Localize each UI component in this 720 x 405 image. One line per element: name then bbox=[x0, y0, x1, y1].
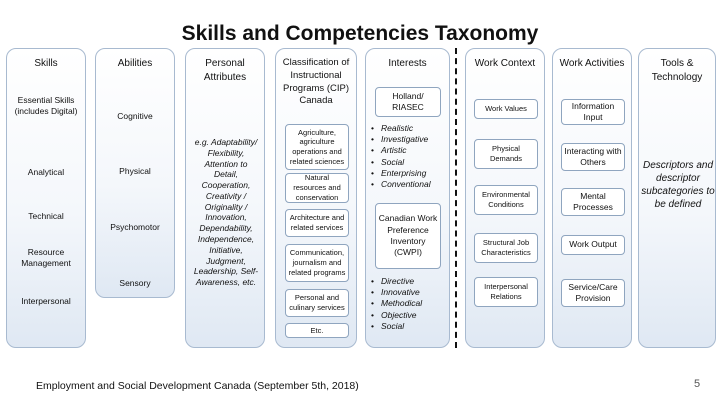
section-divider bbox=[455, 48, 457, 348]
cip-item-natural-resources: Natural resources and conservation bbox=[285, 173, 349, 203]
abilities-item-physical: Physical bbox=[119, 166, 151, 176]
tools-technology-header: Tools & Technology bbox=[651, 58, 703, 83]
holland-riasec-box: Holland/ RIASEC bbox=[375, 87, 441, 117]
work-activities-column bbox=[552, 48, 632, 348]
cwpi-type: • Directive bbox=[371, 276, 422, 287]
personal-attributes-examples: e.g. Adaptability/ Flexibility, Attention to Detail, Cooperation, Creativity / Originality / Innovation, Dependability, Independence, Initiative, Judgment, Leadership, Self-Awareness, etc. bbox=[193, 137, 259, 288]
work-activities-item: Work Output bbox=[561, 235, 625, 255]
skills-item-technical: Technical bbox=[28, 211, 64, 221]
work-context-item: Environmental Conditions bbox=[474, 185, 538, 215]
work-context-item: Work Values bbox=[474, 99, 538, 119]
abilities-header: Abilities bbox=[117, 58, 153, 69]
cwpi-types-list bbox=[371, 276, 422, 332]
abilities-item-psychomotor: Psychomotor bbox=[110, 222, 160, 232]
cwpi-type: • Objective bbox=[371, 310, 422, 321]
cip-item-personal-culinary: Personal and culinary services bbox=[285, 289, 349, 317]
personal-attributes-column bbox=[185, 48, 265, 348]
abilities-item-sensory: Sensory bbox=[119, 278, 151, 288]
tools-technology-column bbox=[638, 48, 716, 348]
cwpi-type: • Innovative bbox=[371, 287, 422, 298]
cip-item-architecture: Architecture and related services bbox=[285, 209, 349, 237]
footer-source: Employment and Social Development Canada (September 5th, 2018) bbox=[36, 380, 359, 392]
skills-column bbox=[6, 48, 86, 348]
cip-item-etc: Etc. bbox=[285, 323, 349, 338]
holland-types-list bbox=[371, 123, 431, 190]
holland-type: • Conventional bbox=[371, 179, 431, 190]
work-context-header: Work Context bbox=[474, 58, 536, 69]
skills-item-essential: Essential Skills (includes Digital) bbox=[14, 95, 78, 117]
work-context-item: Interpersonal Relations bbox=[474, 277, 538, 307]
page-number: 5 bbox=[694, 378, 701, 390]
cwpi-box: Canadian Work Preference Inventory (CWPI) bbox=[375, 203, 441, 269]
holland-type: • Realistic bbox=[371, 123, 431, 134]
cip-header: Classification of Instructional Programs (CIP) Canada bbox=[282, 57, 350, 107]
skills-item-resource-management: Resource Management bbox=[21, 247, 71, 269]
cip-column bbox=[275, 48, 357, 348]
interests-header: Interests bbox=[388, 58, 427, 69]
skills-item-interpersonal: Interpersonal bbox=[21, 296, 71, 306]
cip-item-communication: Communication, journalism and related programs bbox=[285, 244, 349, 282]
work-context-item: Structural Job Characteristics bbox=[474, 233, 538, 263]
cwpi-type: • Social bbox=[371, 321, 422, 332]
cwpi-type: • Methodical bbox=[371, 298, 422, 309]
skills-item-analytical: Analytical bbox=[27, 167, 65, 177]
abilities-item-cognitive: Cognitive bbox=[117, 111, 153, 121]
skills-header: Skills bbox=[34, 58, 58, 69]
holland-type: • Enterprising bbox=[371, 168, 431, 179]
abilities-column bbox=[95, 48, 175, 298]
work-activities-item: Mental Processes bbox=[561, 188, 625, 216]
personal-attributes-header: Personal Attributes bbox=[203, 58, 247, 83]
holland-type: • Investigative bbox=[371, 134, 431, 145]
holland-type: • Social bbox=[371, 157, 431, 168]
interests-column bbox=[365, 48, 450, 348]
work-context-item: Physical Demands bbox=[474, 139, 538, 169]
tools-technology-note: Descriptors and descriptor subcategories to be defined bbox=[641, 160, 715, 210]
cip-item-agriculture: Agriculture, agriculture operations and related sciences bbox=[285, 124, 349, 170]
work-activities-item: Information Input bbox=[561, 99, 625, 125]
work-activities-item: Interacting with Others bbox=[561, 143, 625, 171]
work-activities-header: Work Activities bbox=[559, 58, 625, 69]
work-activities-item: Service/Care Provision bbox=[561, 279, 625, 307]
holland-type: • Artistic bbox=[371, 145, 431, 156]
diagram-title: Skills and Competencies Taxonomy bbox=[181, 22, 539, 45]
work-context-column bbox=[465, 48, 545, 348]
